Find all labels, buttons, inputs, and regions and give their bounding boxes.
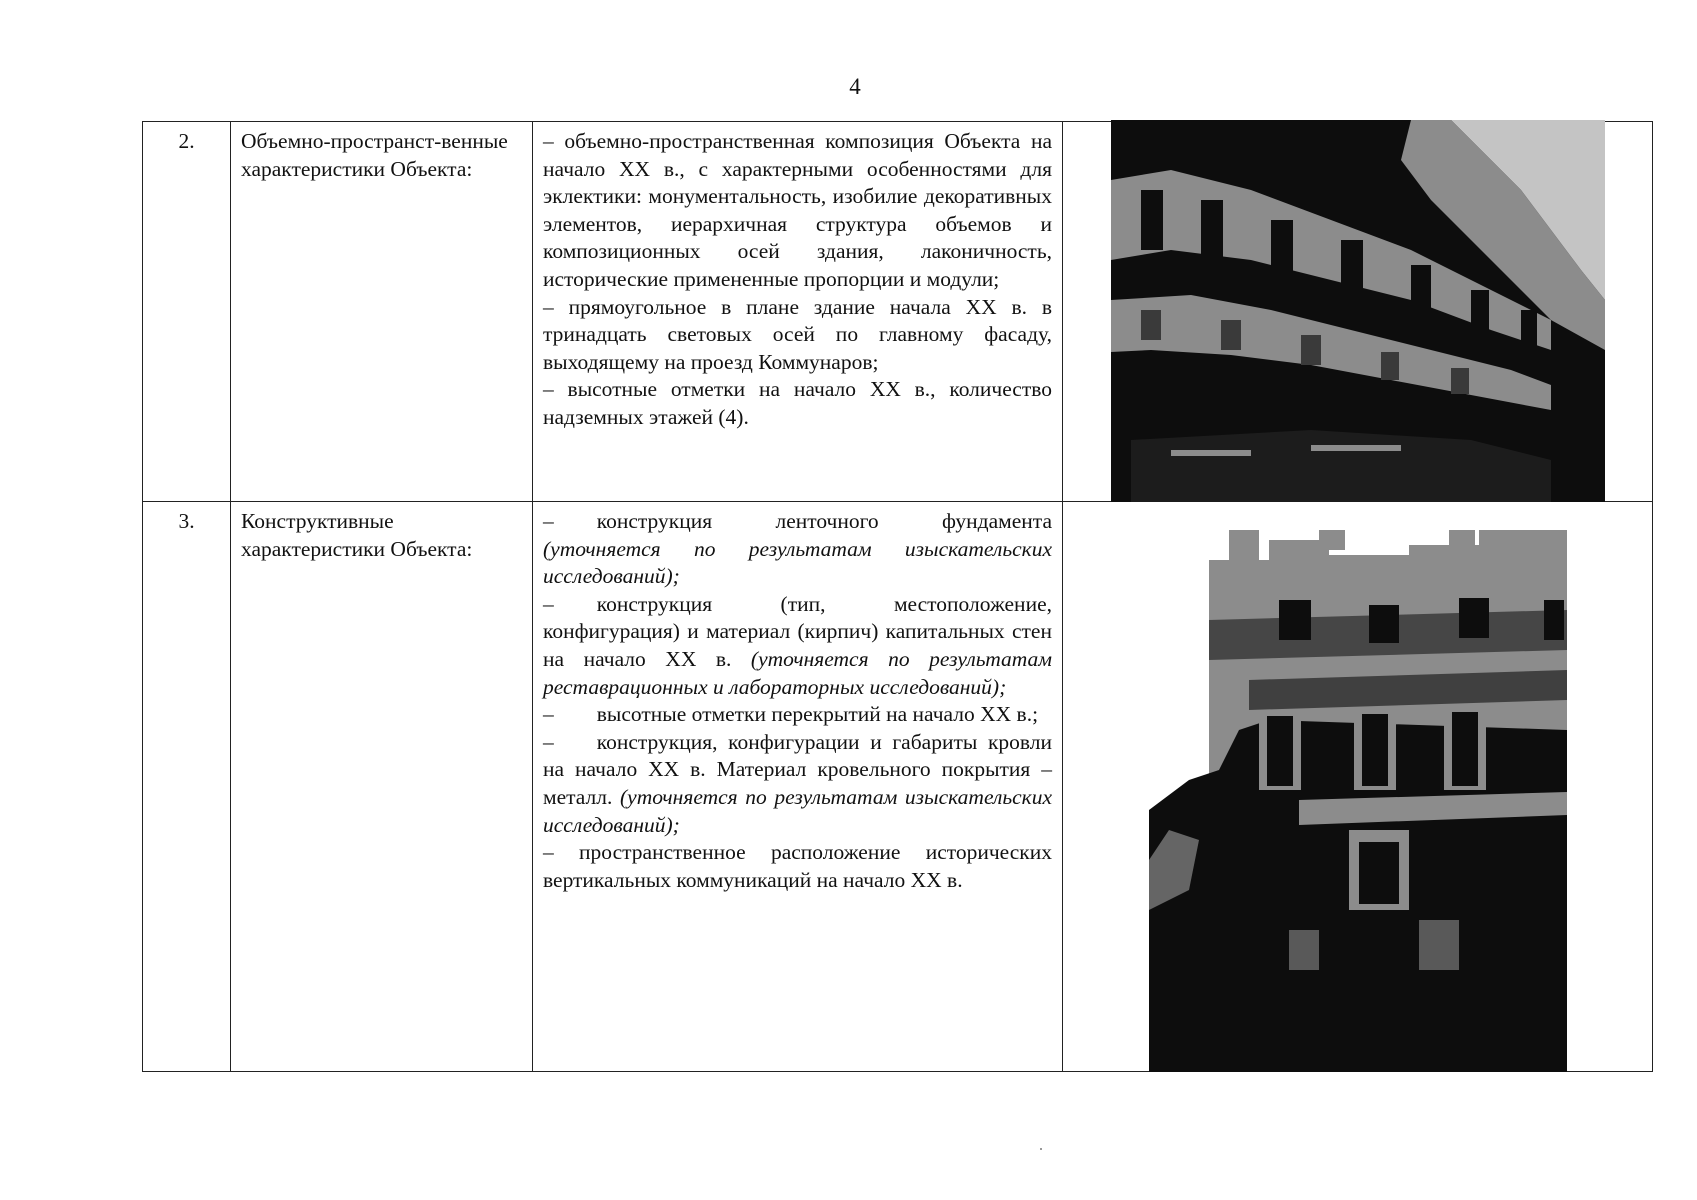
table-row bbox=[143, 122, 1653, 502]
list-item: – высотные отметки перекрытий на начало XX в.; bbox=[543, 702, 1039, 727]
page-number: 4 bbox=[849, 74, 861, 99]
characteristics-table bbox=[142, 121, 1653, 1072]
photo-cell bbox=[1063, 122, 1653, 502]
characteristic-name: Конструктивные характеристики Объекта: bbox=[231, 502, 533, 1072]
list-item: – конструкция ленточного фундамента (уточняется по результатам изыскательских исследований); bbox=[543, 509, 1052, 589]
table-row bbox=[143, 502, 1653, 1072]
row-number: 2. bbox=[143, 122, 231, 502]
list-item: – объемно-пространственная композиция Объекта на начало XX в., с характерными особенностями для эклектики: монументальность, изобилие декоративных элементов, иерархичная структура объемов и композиционных осей здания, лаконичность, исторические примененные пропорции и модули; bbox=[543, 129, 1052, 291]
photo-cell bbox=[1063, 502, 1653, 1072]
row-number: 3. bbox=[143, 502, 231, 1072]
characteristic-description bbox=[533, 122, 1063, 502]
list-item: – высотные отметки на начало XX в., количество надземных этажей (4). bbox=[543, 377, 1052, 429]
list-item: – пространственное расположение исторических вертикальных коммуникаций на начало XX в. bbox=[543, 840, 1052, 892]
building-facade-photo bbox=[1149, 530, 1567, 1072]
scan-artifact bbox=[1040, 1148, 1042, 1150]
characteristic-name: Объемно-пространст-венные характеристики Объекта: bbox=[231, 122, 533, 502]
list-item: – конструкция, конфигурации и габариты кровли на начало XX в. Материал кровельного покрытия – металл. (уточняется по результатам изыскательских исследований); bbox=[543, 729, 1053, 837]
characteristic-description bbox=[533, 502, 1063, 1072]
list-item: – конструкция (тип, местоположение, конфигурация) и материал (кирпич) капитальных стен на начало XX в. (уточняется по результатам реставрационных и лабораторных исследований); bbox=[543, 591, 1052, 699]
list-item: – прямоугольное в плане здание начала XX в. в тринадцать световых осей по главному фасаду, выходящему на проезд Коммунаров; bbox=[543, 294, 1052, 374]
building-facade-photo bbox=[1111, 120, 1605, 502]
